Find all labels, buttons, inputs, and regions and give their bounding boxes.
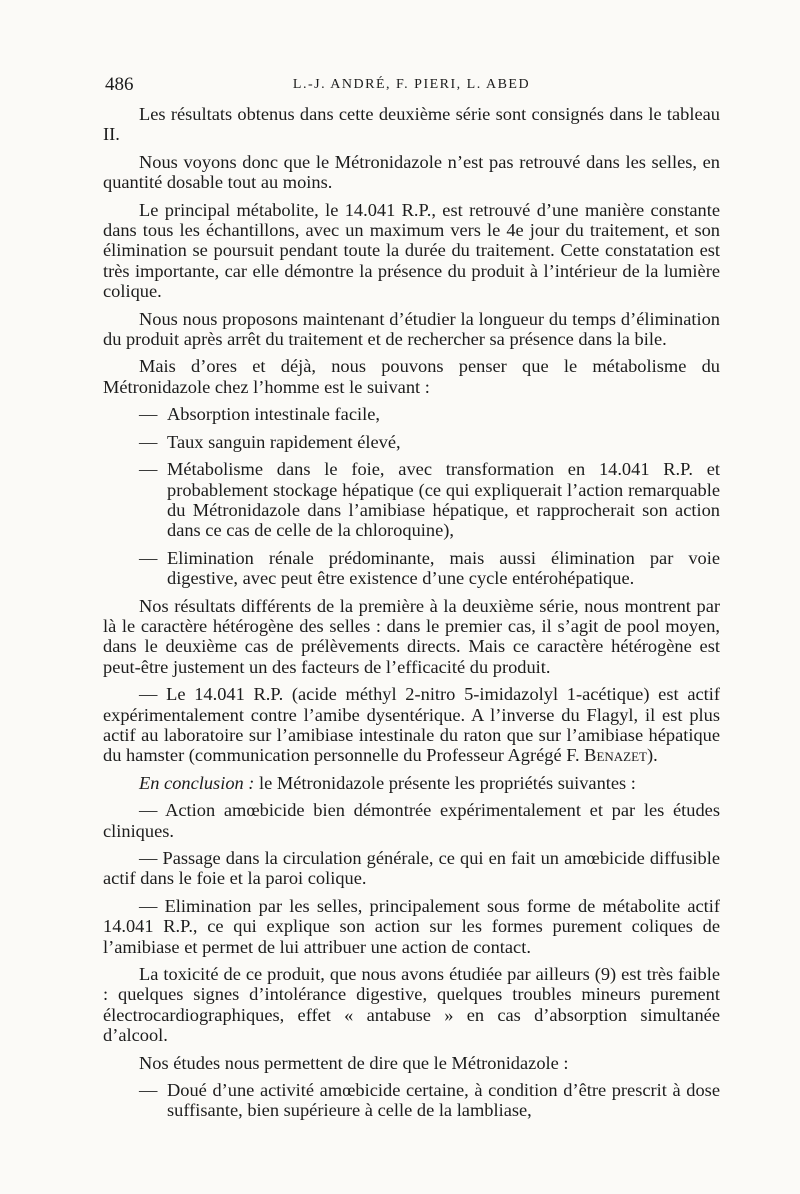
paragraph-3: Le principal métabolite, le 14.041 R.P., est retrouvé d’une manière constante dans tous les échantillons, avec un maximum vers le 4e jour du traitement, et son élimination se poursuit pendant toute la durée du traitement. Cette constatation est très importante, car elle démontre la présence du produit à l’intérieur de la lumière colique. <box>103 199 720 302</box>
list-item <box>103 1080 720 1121</box>
paragraph-9: — Action amœbicide bien démontrée expérimentalement et par les études cliniques. <box>103 800 720 841</box>
paragraph-7-text: — Le 14.041 R.P. (acide méthyl 2-nitro 5-imidazolyl 1-acétique) est actif expérimentalement contre l’amibe dysentérique. A l’inverse du Flagyl, il est plus actif au laboratoire sur l’amibiase intestinale du raton que sur l’amibiase hépatique du hamster (communication personnelle du Professeur Agrégé F. <box>103 684 720 766</box>
conclusion-lead: En conclusion : <box>139 772 255 793</box>
paragraph-10: — Passage dans la circulation générale, ce qui en fait un amœbicide diffusible actif dans le foie et la paroi colique. <box>103 848 720 889</box>
conclusion-text: le Métronidazole présente les propriétés suivantes : <box>254 772 636 793</box>
page-number: 486 <box>105 74 134 95</box>
body-text <box>103 104 720 1121</box>
list-item <box>103 459 720 541</box>
paragraph-5: Mais d’ores et déjà, nous pouvons penser que le métabolisme du Métronidazole chez l’homme est le suivant : <box>103 356 720 397</box>
list-item-text: Doué d’une activité amœbicide certaine, à condition d’être prescrit à dose suffisante, bien supérieure à celle de la lambliase, <box>167 1080 720 1121</box>
list-item <box>103 432 720 452</box>
paragraph-2: Nous voyons donc que le Métronidazole n’est pas retrouvé dans les selles, en quantité dosable tout au moins. <box>103 151 720 193</box>
list-dash: — <box>139 459 158 480</box>
author-name: Benazet <box>584 745 647 766</box>
list-item <box>103 548 720 589</box>
list-item <box>103 404 720 424</box>
paragraph-7 <box>103 684 720 766</box>
list-item-text: Absorption intestinale facile, <box>167 404 380 425</box>
paragraph-11: — Elimination par les selles, principalement sous forme de métabolite actif 14.041 R.P., ce qui explique son action sur les formes purement coliques de l’amibiase et permet de lui attribuer une action de contact. <box>103 895 720 957</box>
list-dash: — <box>139 547 158 568</box>
paragraph-1: Les résultats obtenus dans cette deuxième série sont consignés dans le tableau II. <box>103 104 720 145</box>
page <box>103 74 720 1128</box>
list-dash: — <box>139 431 158 452</box>
list-item-text: Métabolisme dans le foie, avec transformation en 14.041 R.P. et probablement stockage hépatique (ce qui expliquerait l’action remarquable du Métronidazole dans l’amibiase hépatique, et rapprocherait son action dans ce cas de celle de la chloroquine), <box>167 459 720 541</box>
list-item-text: Elimination rénale prédominante, mais aussi élimination par voie digestive, avec peut être existence d’une cycle entérohépatique. <box>167 547 720 589</box>
paragraph-7-end: ). <box>646 745 658 766</box>
paragraph-13: Nos études nous permettent de dire que le Métronidazole : <box>139 1052 569 1073</box>
page-header <box>103 74 720 96</box>
paragraph-12: La toxicité de ce produit, que nous avons étudiée par ailleurs (9) est très faible : quelques signes d’intolérance digestive, quelques troubles mineurs purement électrocardiographiques, effet « antabuse » en cas d’absorption simultanée d’alcool. <box>103 964 720 1046</box>
paragraph-4: Nous nous proposons maintenant d’étudier la longueur du temps d’élimination du produit après arrêt du traitement et de rechercher sa présence dans la bile. <box>103 308 720 350</box>
running-head: L.-J. ANDRÉ, F. PIERI, L. ABED <box>292 77 531 92</box>
list-dash: — <box>139 404 158 425</box>
paragraph-6: Nos résultats différents de la première à la deuxième série, nous montrent par là le caractère hétérogène des selles : dans le premier cas, il s’agit de pool moyen, dans le deuxième cas de prélèvements directs. Mais ce caractère hétérogène est peut-être justement un des facteurs de l’efficacité du produit. <box>103 595 720 677</box>
list-dash: — <box>139 1080 158 1101</box>
list-item-text: Taux sanguin rapidement élevé, <box>167 431 401 452</box>
conclusion-paragraph <box>103 773 720 793</box>
